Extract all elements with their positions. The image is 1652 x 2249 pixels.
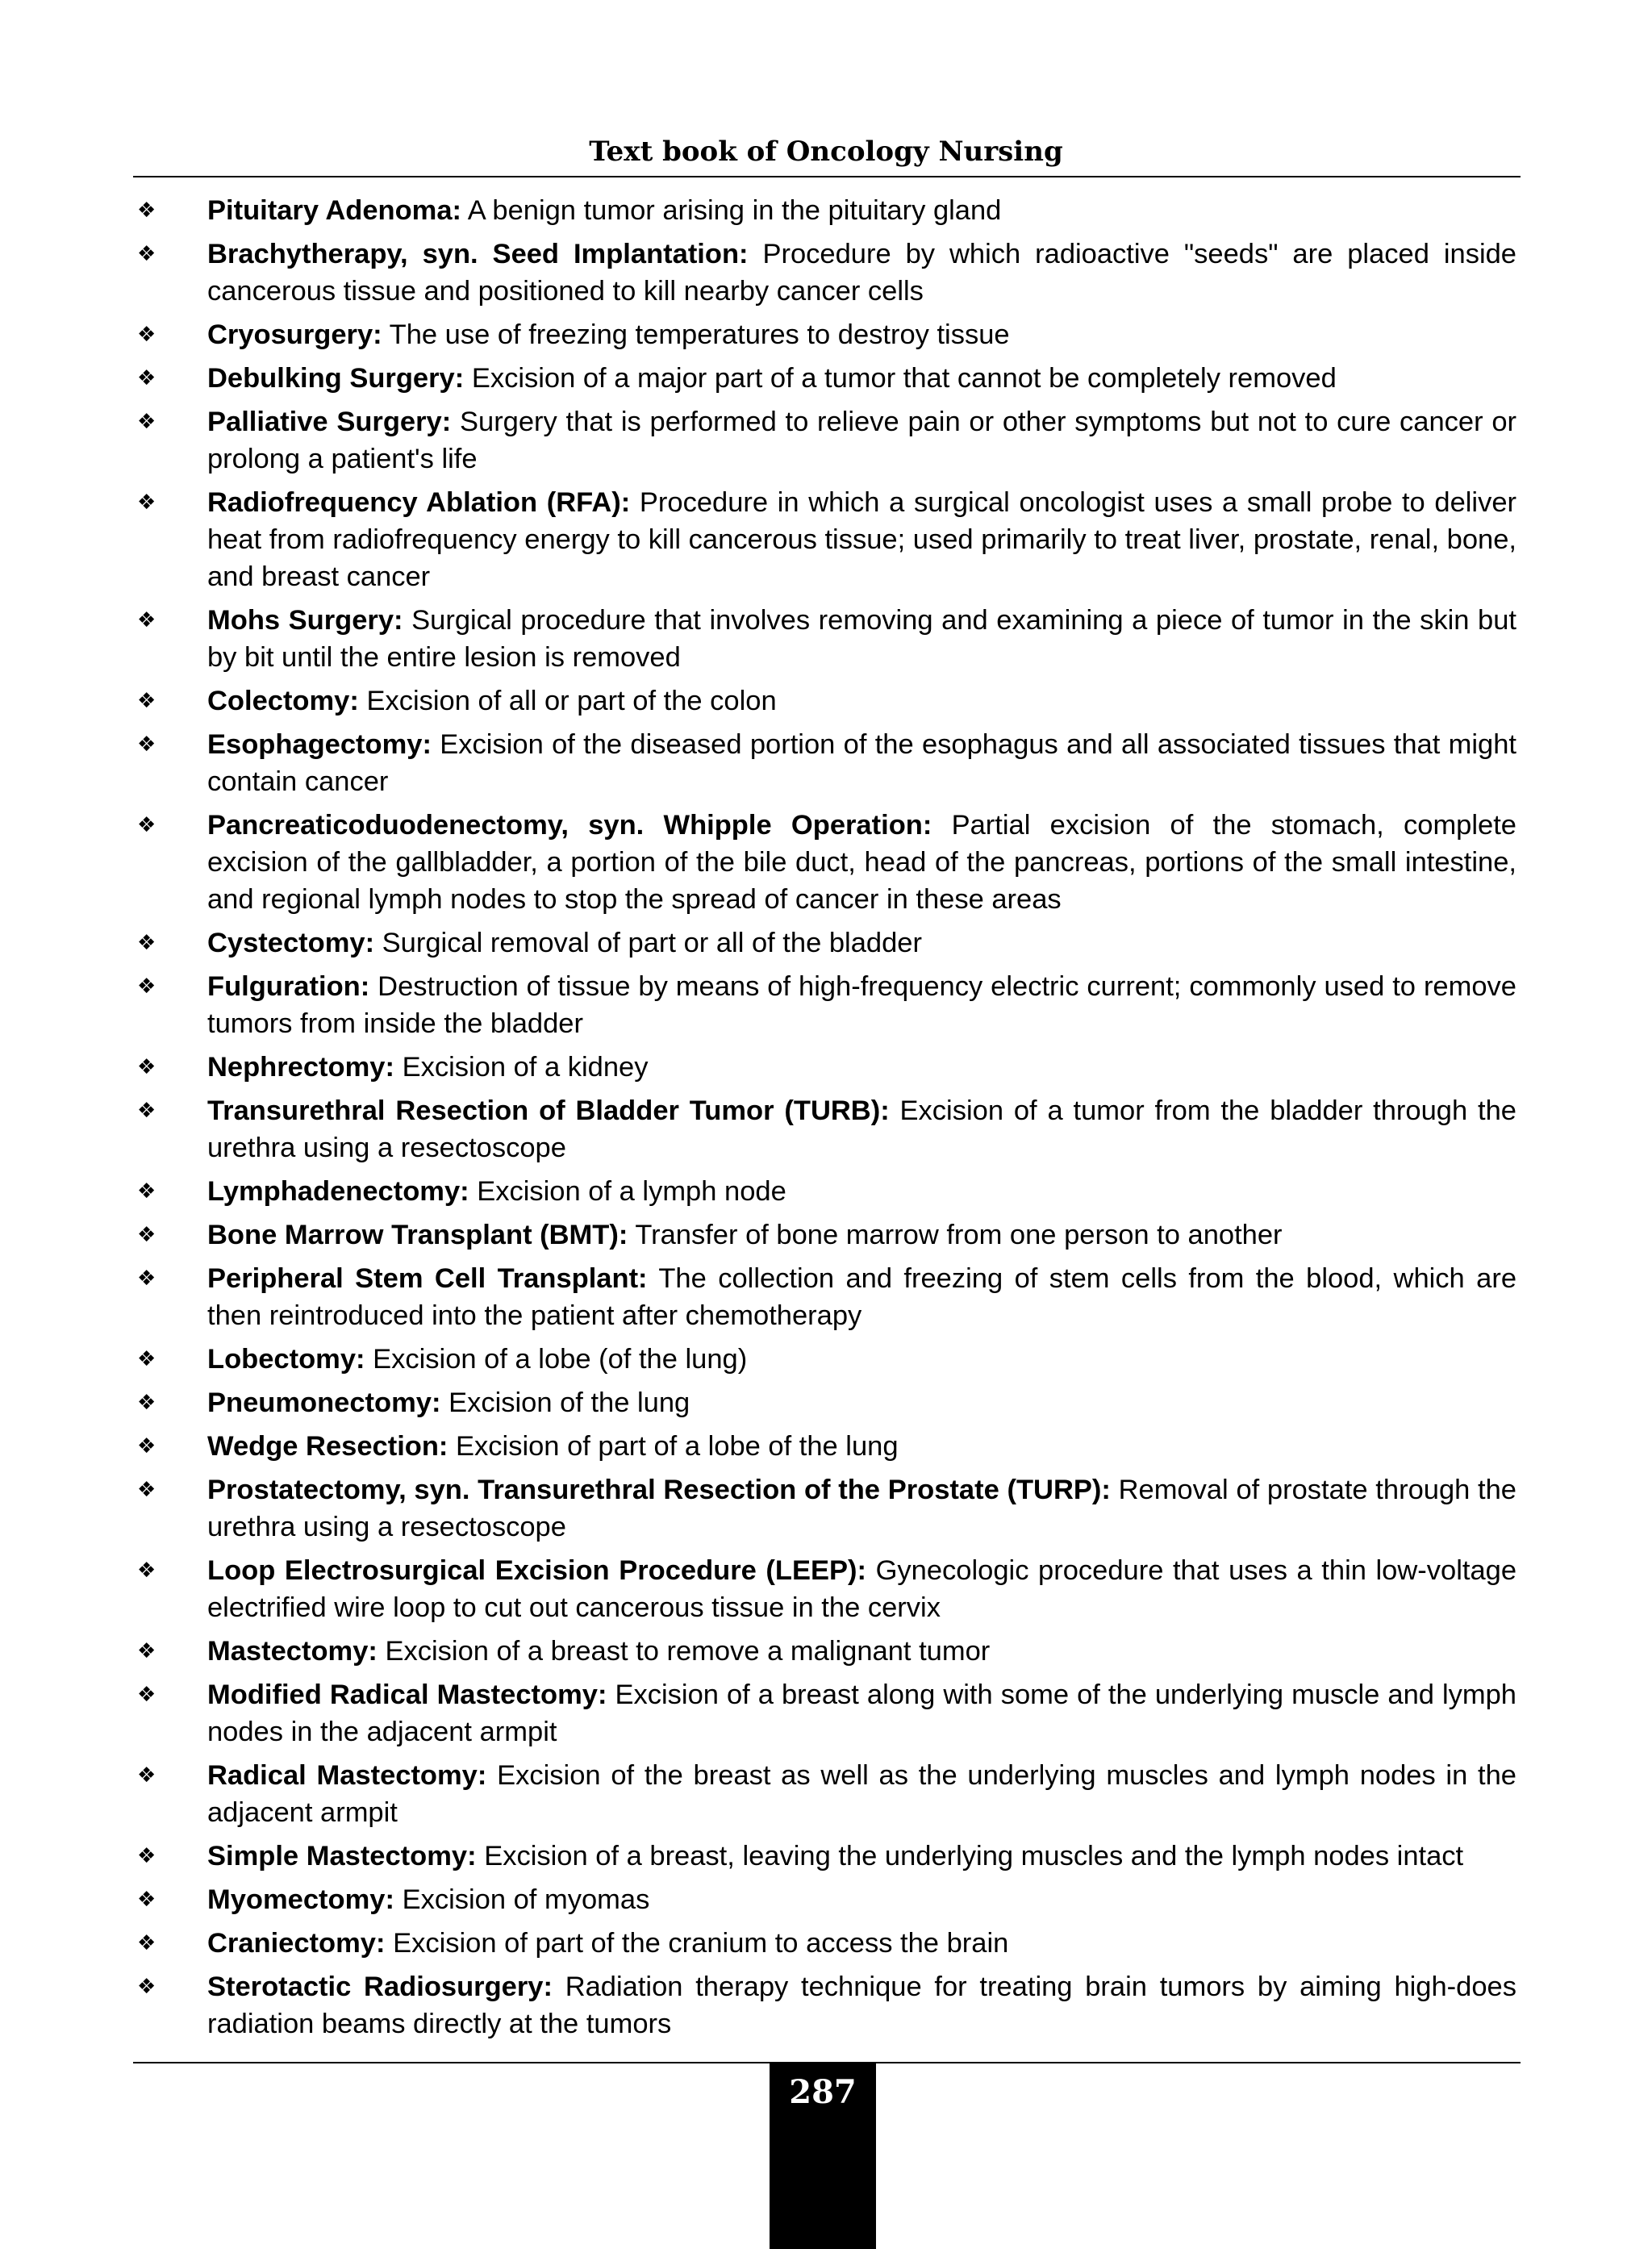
diamond-bullet-icon: ❖ bbox=[137, 813, 156, 837]
diamond-bullet-icon: ❖ bbox=[137, 608, 156, 632]
glossary-definition: Transfer of bone marrow from one person to another bbox=[635, 1220, 1283, 1250]
glossary-term: Colectomy: bbox=[207, 686, 359, 716]
glossary-definition: Gynecologic procedure that uses a thin low-voltage electrified wire loop to cut out cancerous tissue in the cervix bbox=[207, 1555, 1517, 1623]
glossary-definition: Excision of all or part of the colon bbox=[366, 686, 777, 716]
glossary-item bbox=[129, 968, 1516, 1042]
diamond-bullet-icon: ❖ bbox=[137, 1266, 156, 1291]
glossary-term: Fulguration: bbox=[207, 971, 370, 1002]
glossary-definition: Excision of a breast to remove a malignant tumor bbox=[385, 1636, 991, 1667]
diamond-bullet-icon: ❖ bbox=[137, 689, 156, 713]
glossary-item bbox=[129, 1049, 1516, 1086]
glossary-term: Sterotactic Radiosurgery: bbox=[207, 1972, 553, 2002]
glossary-definition: Partial excision of the stomach, complete excision of the gallbladder, a portion of the bile duct, head of the pancreas, portions of the small intestine, and regional lymph nodes to stop the spread of cancer in these areas bbox=[207, 810, 1516, 915]
diamond-bullet-icon: ❖ bbox=[137, 931, 156, 955]
glossary-term: Pancreaticoduodenectomy, syn. Whipple Operation: bbox=[207, 810, 932, 841]
diamond-bullet-icon: ❖ bbox=[137, 1099, 156, 1123]
diamond-bullet-icon: ❖ bbox=[137, 1639, 156, 1663]
glossary-definition: Excision of a lobe (of the lung) bbox=[373, 1344, 748, 1375]
glossary-definition: Excision of a tumor from the bladder through the urethra using a resectoscope bbox=[207, 1095, 1516, 1163]
glossary-term: Radical Mastectomy: bbox=[207, 1760, 487, 1791]
glossary-definition: Surgical removal of part or all of the bladder bbox=[382, 928, 922, 958]
diamond-bullet-icon: ❖ bbox=[137, 1975, 156, 1999]
glossary-item bbox=[129, 807, 1516, 918]
diamond-bullet-icon: ❖ bbox=[137, 242, 156, 266]
glossary-list bbox=[129, 192, 1516, 2049]
glossary-item bbox=[129, 1968, 1516, 2042]
diamond-bullet-icon: ❖ bbox=[137, 1223, 156, 1247]
glossary-definition: Excision of a kidney bbox=[402, 1052, 649, 1083]
glossary-item bbox=[129, 1384, 1516, 1421]
glossary-item bbox=[129, 1838, 1516, 1875]
diamond-bullet-icon: ❖ bbox=[137, 732, 156, 757]
glossary-definition: The use of freezing temperatures to destroy tissue bbox=[389, 319, 1010, 350]
glossary-item bbox=[129, 1092, 1516, 1166]
glossary-item bbox=[129, 403, 1516, 478]
glossary-item bbox=[129, 1881, 1516, 1918]
glossary-term: Esophagectomy: bbox=[207, 729, 432, 760]
diamond-bullet-icon: ❖ bbox=[137, 1763, 156, 1788]
glossary-term: Radiofrequency Ablation (RFA): bbox=[207, 487, 631, 518]
glossary-item bbox=[129, 1925, 1516, 1962]
glossary-item bbox=[129, 1173, 1516, 1210]
diamond-bullet-icon: ❖ bbox=[137, 1478, 156, 1502]
glossary-term: Cryosurgery: bbox=[207, 319, 382, 350]
glossary-term: Pneumonectomy: bbox=[207, 1387, 441, 1418]
glossary-term: Nephrectomy: bbox=[207, 1052, 394, 1083]
glossary-definition: Excision of a lymph node bbox=[477, 1176, 786, 1207]
glossary-term: Loop Electrosurgical Excision Procedure (LEEP): bbox=[207, 1555, 866, 1586]
diamond-bullet-icon: ❖ bbox=[137, 323, 156, 347]
glossary-term: Cystectomy: bbox=[207, 928, 375, 958]
diamond-bullet-icon: ❖ bbox=[137, 410, 156, 434]
glossary-item bbox=[129, 484, 1516, 595]
diamond-bullet-icon: ❖ bbox=[137, 198, 156, 223]
glossary-term: Simple Mastectomy: bbox=[207, 1841, 477, 1871]
header-rule bbox=[133, 176, 1521, 177]
glossary-definition: Excision of part of a lobe of the lung bbox=[456, 1431, 899, 1462]
glossary-term: Pituitary Adenoma: bbox=[207, 195, 462, 226]
glossary-term: Transurethral Resection of Bladder Tumor (TURB): bbox=[207, 1095, 890, 1126]
diamond-bullet-icon: ❖ bbox=[137, 1347, 156, 1371]
glossary-definition: Removal of prostate through the urethra using a resectoscope bbox=[207, 1475, 1516, 1542]
glossary-item bbox=[129, 1428, 1516, 1465]
glossary-item bbox=[129, 1216, 1516, 1254]
glossary-definition: Radiation therapy technique for treating brain tumors by aiming high-does radiation beams directly at the tumors bbox=[207, 1972, 1516, 2039]
glossary-definition: Surgical procedure that involves removing and examining a piece of tumor in the skin but by bit until the entire lesion is removed bbox=[207, 605, 1516, 673]
glossary-item bbox=[129, 192, 1516, 229]
glossary-definition: Excision of a major part of a tumor that cannot be completely removed bbox=[471, 363, 1337, 394]
diamond-bullet-icon: ❖ bbox=[137, 490, 156, 515]
glossary-definition: The collection and freezing of stem cells from the blood, which are then reintroduced into the patient after chemotherapy bbox=[207, 1263, 1517, 1331]
glossary-term: Peripheral Stem Cell Transplant: bbox=[207, 1263, 648, 1294]
glossary-item bbox=[129, 1552, 1516, 1626]
glossary-term: Mohs Surgery: bbox=[207, 605, 403, 636]
glossary-definition: Excision of a breast along with some of the underlying muscle and lymph nodes in the adjacent armpit bbox=[207, 1679, 1516, 1747]
glossary-definition: A benign tumor arising in the pituitary gland bbox=[467, 195, 1002, 226]
glossary-definition: Surgery that is performed to relieve pain or other symptoms but not to cure cancer or prolong a patient's life bbox=[207, 407, 1517, 474]
diamond-bullet-icon: ❖ bbox=[137, 1888, 156, 1912]
glossary-definition: Excision of the diseased portion of the esophagus and all associated tissues that might contain cancer bbox=[207, 729, 1516, 797]
glossary-item bbox=[129, 1471, 1516, 1546]
glossary-item bbox=[129, 1676, 1516, 1750]
diamond-bullet-icon: ❖ bbox=[137, 1179, 156, 1204]
glossary-term: Craniectomy: bbox=[207, 1928, 386, 1959]
diamond-bullet-icon: ❖ bbox=[137, 974, 156, 999]
glossary-item bbox=[129, 682, 1516, 720]
diamond-bullet-icon: ❖ bbox=[137, 1683, 156, 1707]
diamond-bullet-icon: ❖ bbox=[137, 1055, 156, 1079]
diamond-bullet-icon: ❖ bbox=[137, 1844, 156, 1868]
glossary-item bbox=[129, 924, 1516, 962]
glossary-definition: Destruction of tissue by means of high-frequency electric current; commonly used to remove tumors from inside the bladder bbox=[207, 971, 1516, 1039]
glossary-item bbox=[129, 236, 1516, 310]
glossary-term: Myomectomy: bbox=[207, 1884, 394, 1915]
glossary-item bbox=[129, 1633, 1516, 1670]
glossary-definition: Excision of myomas bbox=[402, 1884, 650, 1915]
glossary-term: Bone Marrow Transplant (BMT): bbox=[207, 1220, 628, 1250]
glossary-item bbox=[129, 1757, 1516, 1831]
diamond-bullet-icon: ❖ bbox=[137, 1558, 156, 1583]
page-number: 287 bbox=[789, 2073, 857, 2111]
glossary-definition: Excision of a breast, leaving the underlying muscles and the lymph nodes intact bbox=[484, 1841, 1464, 1871]
glossary-definition: Excision of the lung bbox=[448, 1387, 690, 1418]
glossary-term: Lobectomy: bbox=[207, 1344, 365, 1375]
glossary-definition: Procedure in which a surgical oncologist uses a small probe to deliver heat from radiofrequency energy to kill cancerous tissue; used primarily to treat liver, prostate, renal, bone, and breast cancer bbox=[207, 487, 1517, 592]
glossary-term: Lymphadenectomy: bbox=[207, 1176, 469, 1207]
glossary-item bbox=[129, 316, 1516, 353]
glossary-item bbox=[129, 1260, 1516, 1334]
diamond-bullet-icon: ❖ bbox=[137, 1434, 156, 1458]
glossary-term: Modified Radical Mastectomy: bbox=[207, 1679, 607, 1710]
glossary-term: Mastectomy: bbox=[207, 1636, 378, 1667]
page-header-title: Text book of Oncology Nursing bbox=[589, 136, 1063, 168]
glossary-item bbox=[129, 360, 1516, 397]
glossary-item bbox=[129, 602, 1516, 676]
diamond-bullet-icon: ❖ bbox=[137, 366, 156, 390]
glossary-term: Palliative Surgery: bbox=[207, 407, 452, 437]
glossary-definition: Procedure by which radioactive "seeds" are placed inside cancerous tissue and positioned to kill nearby cancer cells bbox=[207, 239, 1516, 307]
glossary-definition: Excision of the breast as well as the underlying muscles and lymph nodes in the adjacent armpit bbox=[207, 1760, 1516, 1828]
glossary-term: Brachytherapy, syn. Seed Implantation: bbox=[207, 239, 749, 269]
diamond-bullet-icon: ❖ bbox=[137, 1931, 156, 1955]
page-number-tab bbox=[770, 2063, 876, 2249]
glossary-term: Debulking Surgery: bbox=[207, 363, 465, 394]
glossary-definition: Excision of part of the cranium to access the brain bbox=[393, 1928, 1009, 1959]
diamond-bullet-icon: ❖ bbox=[137, 1391, 156, 1415]
glossary-item bbox=[129, 726, 1516, 800]
glossary-term: Wedge Resection: bbox=[207, 1431, 448, 1462]
glossary-item bbox=[129, 1341, 1516, 1378]
glossary-term: Prostatectomy, syn. Transurethral Resection of the Prostate (TURP): bbox=[207, 1475, 1111, 1505]
